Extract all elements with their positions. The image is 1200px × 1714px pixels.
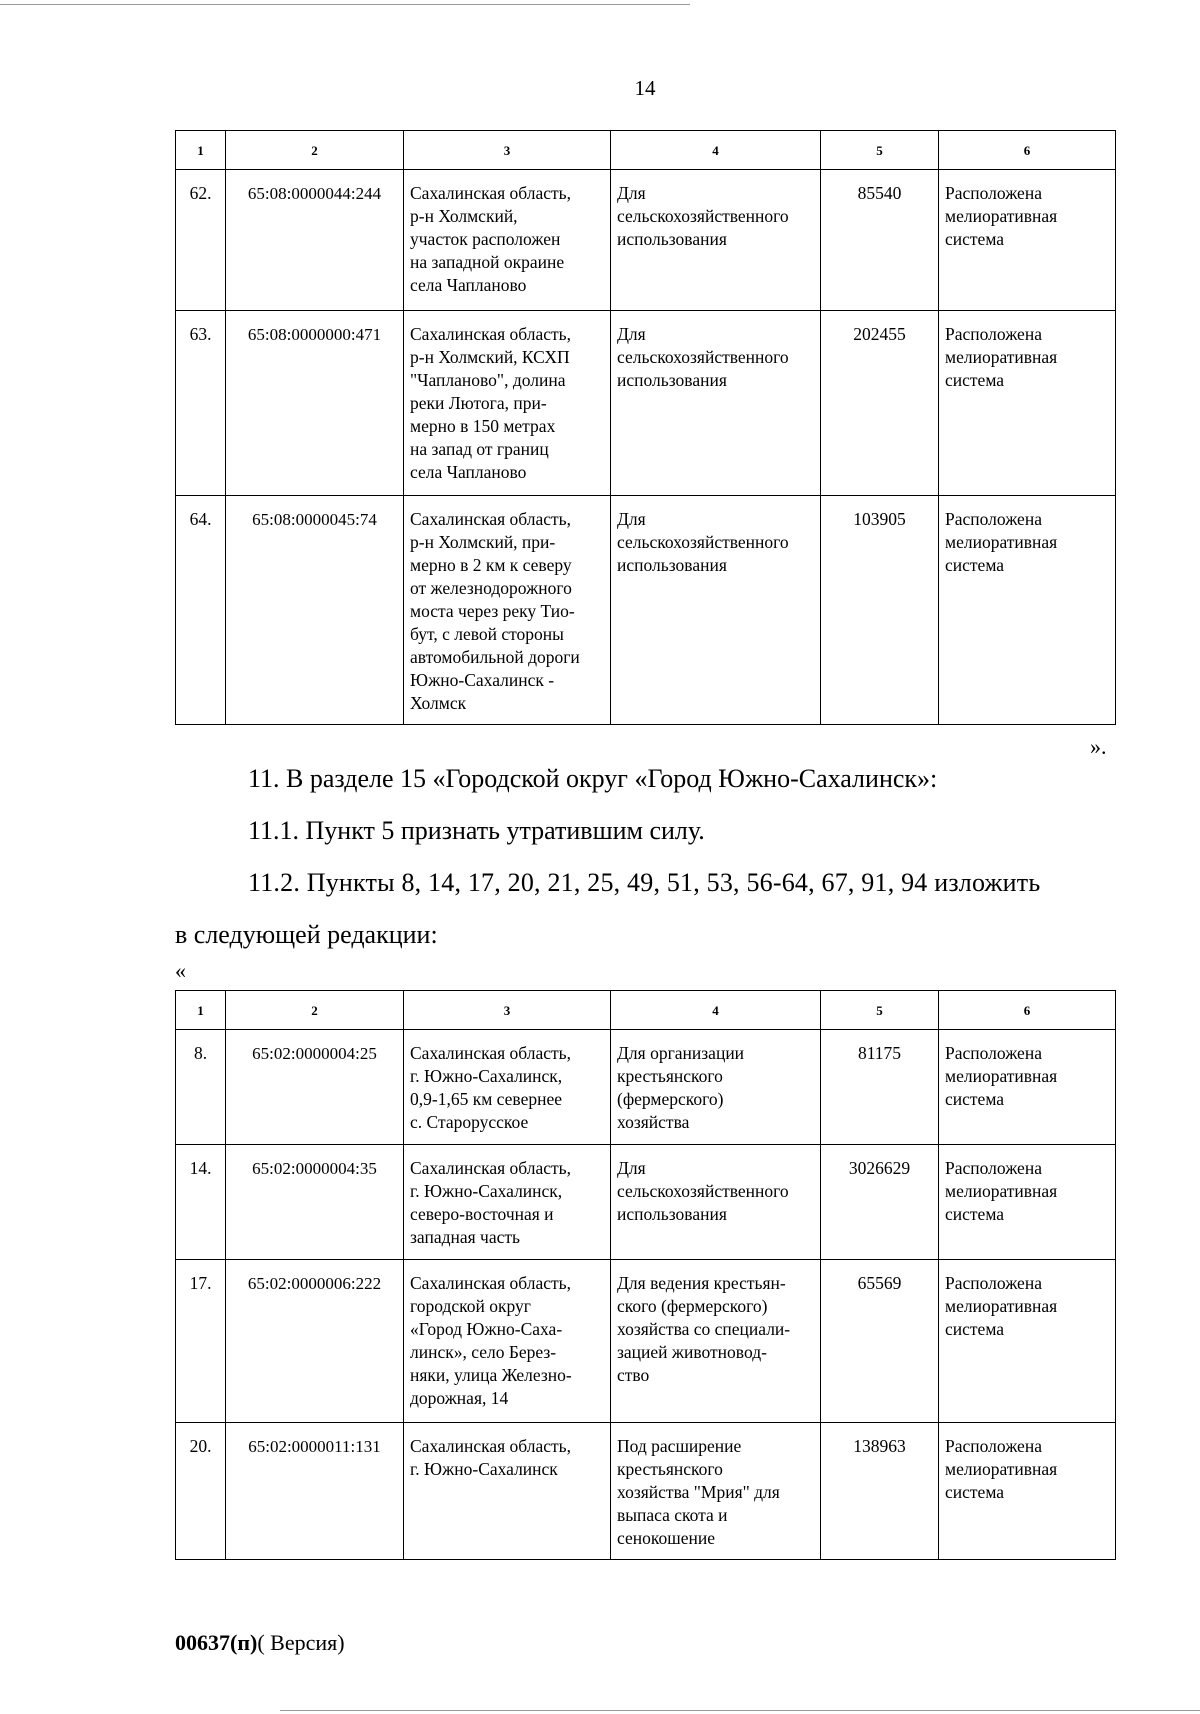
plot-address: Сахалинская область, г. Южно-Сахалинск, северо-восточная и западная часть: [404, 1145, 611, 1260]
column-header-4: 4: [611, 131, 821, 170]
cadastral-number: 65:08:0000000:471: [226, 311, 404, 496]
paragraph-11-2-continuation: в следующей редакции:: [175, 920, 438, 949]
plot-note: Расположена мелиоративная система: [939, 170, 1116, 311]
plot-area: 103905: [821, 496, 939, 725]
plot-address: Сахалинская область, р-н Холмский, участок расположен на западной окраине села Чапланово: [404, 170, 611, 311]
paragraph-11-2: 11.2. Пункты 8, 14, 17, 20, 21, 25, 49, 51, 53, 56-64, 67, 91, 94 изложить: [248, 868, 1041, 897]
cadastral-number: 65:08:0000045:74: [226, 496, 404, 725]
table-row: [176, 1260, 1116, 1423]
plot-address: Сахалинская область, городской округ «Город Южно-Саха- линск», село Берез- няки, улица Железно- дорожная, 14: [404, 1260, 611, 1423]
cadastral-number: 65:08:0000044:244: [226, 170, 404, 311]
row-number: 20.: [176, 1423, 226, 1560]
plot-area: 3026629: [821, 1145, 939, 1260]
plot-area: 85540: [821, 170, 939, 311]
table-row: [176, 1030, 1116, 1145]
table-header-row: [176, 131, 1116, 170]
plot-address: Сахалинская область, г. Южно-Сахалинск: [404, 1423, 611, 1560]
plot-area: 65569: [821, 1260, 939, 1423]
column-header-5: 5: [821, 131, 939, 170]
plot-note: Расположена мелиоративная система: [939, 1030, 1116, 1145]
plot-note: Расположена мелиоративная система: [939, 1145, 1116, 1260]
document-version: ( Версия): [257, 1630, 345, 1655]
table-row: [176, 1145, 1116, 1260]
column-header-2: 2: [226, 991, 404, 1030]
row-number: 17.: [176, 1260, 226, 1423]
table-row: [176, 170, 1116, 311]
document-code: 00637(п): [175, 1630, 258, 1655]
plot-address: Сахалинская область, г. Южно-Сахалинск, 0,9-1,65 км севернее с. Старорусское: [404, 1030, 611, 1145]
row-number: 62.: [176, 170, 226, 311]
column-header-1: 1: [176, 991, 226, 1030]
permitted-use: Для сельскохозяйственного использования: [611, 311, 821, 496]
column-header-4: 4: [611, 991, 821, 1030]
permitted-use: Для сельскохозяйственного использования: [611, 1145, 821, 1260]
scan-edge-top: [0, 4, 690, 5]
column-header-1: 1: [176, 131, 226, 170]
paragraph-11: 11. В разделе 15 «Городской округ «Город Южно-Сахалинск»:: [248, 764, 938, 793]
page-number: 14: [634, 76, 656, 100]
permitted-use: Для сельскохозяйственного использования: [611, 170, 821, 311]
plot-note: Расположена мелиоративная система: [939, 1260, 1116, 1423]
table-row: [176, 1423, 1116, 1560]
plot-area: 138963: [821, 1423, 939, 1560]
row-number: 8.: [176, 1030, 226, 1145]
plot-address: Сахалинская область, р-н Холмский, КСХП "Чапланово", долина реки Лютога, при- мерно в 150 метрах на запад от границ села Чапланово: [404, 311, 611, 496]
permitted-use: Под расширение крестьянского хозяйства "Мрия" для выпаса скота и сенокошение: [611, 1423, 821, 1560]
column-header-6: 6: [939, 991, 1116, 1030]
column-header-2: 2: [226, 131, 404, 170]
column-header-3: 3: [404, 991, 611, 1030]
row-number: 64.: [176, 496, 226, 725]
cadastral-number: 65:02:0000004:35: [226, 1145, 404, 1260]
plot-area: 202455: [821, 311, 939, 496]
closing-quote: ».: [1090, 734, 1107, 759]
land-plots-table-section-15: [175, 990, 1116, 1560]
opening-quote: «: [175, 958, 186, 983]
cadastral-number: 65:02:0000011:131: [226, 1423, 404, 1560]
cadastral-number: 65:02:0000006:222: [226, 1260, 404, 1423]
table-row: [176, 496, 1116, 725]
document-footer: [175, 1630, 345, 1656]
column-header-3: 3: [404, 131, 611, 170]
table-header-row: [176, 991, 1116, 1030]
plot-area: 81175: [821, 1030, 939, 1145]
plot-address: Сахалинская область, р-н Холмский, при- мерно в 2 км к северу от железнодорожного моста через реку Тио- бут, с левой стороны автомобильной дороги Южно-Сахалинск - Холмск: [404, 496, 611, 725]
paragraph-11-1: 11.1. Пункт 5 признать утратившим силу.: [248, 816, 705, 845]
cadastral-number: 65:02:0000004:25: [226, 1030, 404, 1145]
plot-note: Расположена мелиоративная система: [939, 311, 1116, 496]
plot-note: Расположена мелиоративная система: [939, 496, 1116, 725]
land-plots-table-section-14: [175, 130, 1116, 725]
column-header-6: 6: [939, 131, 1116, 170]
row-number: 63.: [176, 311, 226, 496]
row-number: 14.: [176, 1145, 226, 1260]
permitted-use: Для организации крестьянского (фермерского) хозяйства: [611, 1030, 821, 1145]
plot-note: Расположена мелиоративная система: [939, 1423, 1116, 1560]
permitted-use: Для ведения крестьян- ского (фермерского) хозяйства со специали- зацией животновод- ство: [611, 1260, 821, 1423]
scan-edge-bottom: [280, 1710, 1200, 1711]
table-row: [176, 311, 1116, 496]
permitted-use: Для сельскохозяйственного использования: [611, 496, 821, 725]
column-header-5: 5: [821, 991, 939, 1030]
